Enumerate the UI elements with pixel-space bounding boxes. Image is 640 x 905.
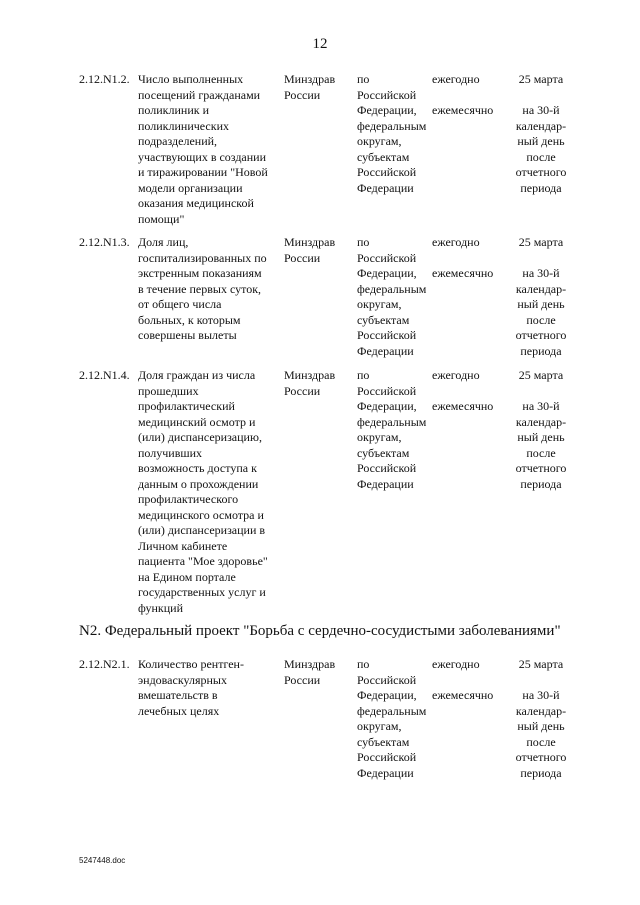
level-line: федеральным (357, 281, 427, 296)
frequency-annual: ежегодно (432, 72, 480, 86)
name-line: совершены вылеты (138, 328, 237, 342)
footer-docname: 5247448.doc (79, 856, 126, 865)
name-line: лечебных целях (138, 703, 220, 718)
deadline-line: ный день (517, 297, 565, 311)
level-line: Федерации, (357, 399, 417, 413)
indicator-code: 2.12.N1.4. (79, 368, 130, 382)
deadline-annual: 25 марта (518, 72, 564, 86)
name-line: вмешательств в (138, 688, 218, 702)
level-line: по (357, 657, 370, 671)
level-line: Федерации (357, 180, 414, 195)
frequency-monthly: ежемесячно (432, 688, 494, 702)
name-line: помощи" (138, 211, 185, 226)
deadline-line: ный день (517, 134, 565, 148)
name-line: медицинского осмотра и (138, 507, 264, 522)
level-line: субъектам (357, 312, 410, 327)
level-line: федеральным (357, 703, 427, 718)
frequency-annual: ежегодно (432, 235, 480, 249)
name-line: медицинский осмотр и (138, 414, 256, 429)
name-line: Число выполненных (138, 72, 244, 86)
level-line: Федерации (357, 765, 414, 780)
level-line: по (357, 368, 370, 382)
level-line: Федерации, (357, 688, 417, 702)
deadline-line: календар- (515, 281, 567, 296)
deadline-line: отчетного (515, 461, 567, 475)
level-line: Федерации, (357, 103, 417, 117)
level-line: Федерации (357, 476, 414, 491)
frequency (432, 657, 493, 704)
frequency (432, 368, 493, 415)
deadline-line: отчетного (515, 165, 567, 179)
level-line: Российской (357, 383, 417, 398)
deadline-annual: 25 марта (518, 235, 564, 249)
agency-line: России (284, 383, 321, 398)
responsible-agency (284, 235, 335, 266)
name-line: Доля граждан из числа (138, 368, 256, 382)
name-line: данным о прохождении (138, 476, 259, 491)
indicator-name (138, 235, 267, 344)
agency-line: России (284, 87, 321, 102)
deadline (510, 657, 572, 781)
level-line: субъектам (357, 149, 410, 164)
deadline-line: на 30-й (522, 399, 560, 413)
name-line: возможность доступа к (138, 461, 257, 475)
frequency (432, 235, 493, 282)
deadline-line: на 30-й (522, 103, 560, 117)
name-line: участвующих в создании (138, 149, 267, 164)
agency-line: Минздрав (284, 72, 336, 86)
level-line: федеральным (357, 414, 427, 429)
level-line: по (357, 72, 370, 86)
name-line: эндоваскулярных (138, 672, 227, 687)
name-line: (или) диспансеризации в (138, 523, 266, 537)
deadline-line: после (526, 149, 556, 164)
name-line: государственных услуг и (138, 585, 266, 599)
name-line: экстренным показаниям (138, 266, 262, 280)
deadline (510, 72, 572, 196)
deadline-annual: 25 марта (518, 657, 564, 671)
responsible-agency (284, 72, 335, 103)
agency-line: Минздрав (284, 368, 336, 382)
deadline-line: периода (520, 343, 562, 358)
indicator-name (138, 657, 244, 719)
name-line: Личном кабинете (138, 538, 228, 553)
deadline-line: на 30-й (522, 688, 560, 702)
name-line: поликлиник и (138, 103, 210, 117)
name-line: и тиражировании "Новой (138, 165, 268, 179)
name-line: в течение первых суток, (138, 281, 262, 296)
reporting-level (357, 235, 426, 359)
name-line: профилактического (138, 492, 239, 506)
level-line: округам, (357, 297, 402, 311)
deadline-line: периода (520, 765, 562, 780)
level-line: Федерации, (357, 266, 417, 280)
indicator-code: 2.12.N2.1. (79, 657, 130, 671)
name-line: на Едином портале (138, 569, 236, 584)
name-line: профилактический (138, 399, 235, 413)
page-number: 12 (312, 36, 328, 52)
deadline-annual: 25 марта (518, 368, 564, 382)
deadline-line: периода (520, 476, 562, 491)
frequency (432, 72, 493, 119)
level-line: Российской (357, 165, 417, 179)
deadline-line: отчетного (515, 328, 567, 342)
level-line: Российской (357, 750, 417, 764)
deadline-line: периода (520, 180, 562, 195)
deadline-line: календар- (515, 414, 567, 429)
frequency-annual: ежегодно (432, 368, 480, 382)
name-line: больных, к которым (138, 312, 241, 327)
section-title: N2. Федеральный проект "Борьба с сердечно-сосудистыми заболеваниями" (79, 623, 561, 639)
level-line: федеральным (357, 118, 427, 133)
level-line: по (357, 235, 370, 249)
name-line: Количество рентген- (138, 657, 244, 671)
name-line: госпитализированных по (138, 250, 267, 265)
level-line: субъектам (357, 445, 410, 460)
deadline-line: ный день (517, 430, 565, 444)
deadline (510, 235, 572, 359)
agency-line: России (284, 672, 321, 687)
level-line: субъектам (357, 734, 410, 749)
name-line: получивших (138, 445, 203, 460)
name-line: оказания медицинской (138, 196, 254, 210)
name-line: функций (138, 600, 183, 615)
indicator-name (138, 368, 268, 616)
frequency-monthly: ежемесячно (432, 266, 494, 280)
level-line: округам, (357, 430, 402, 444)
name-line: пациента "Мое здоровье" (138, 554, 268, 568)
level-line: Российской (357, 461, 417, 475)
level-line: Федерации (357, 343, 414, 358)
deadline-line: после (526, 734, 556, 749)
name-line: прошедших (138, 383, 199, 398)
deadline-line: ный день (517, 719, 565, 733)
level-line: Российской (357, 328, 417, 342)
indicator-code: 2.12.N1.3. (79, 235, 130, 249)
level-line: Российской (357, 672, 417, 687)
deadline-line: отчетного (515, 750, 567, 764)
agency-line: России (284, 250, 321, 265)
reporting-level (357, 657, 426, 781)
name-line: поликлинических (138, 118, 229, 133)
agency-line: Минздрав (284, 235, 336, 249)
responsible-agency (284, 657, 335, 688)
frequency-monthly: ежемесячно (432, 103, 494, 117)
level-line: Российской (357, 87, 417, 102)
name-line: (или) диспансеризацию, (138, 430, 262, 444)
agency-line: Минздрав (284, 657, 336, 671)
name-line: посещений гражданами (138, 87, 261, 102)
deadline-line: на 30-й (522, 266, 560, 280)
deadline-line: после (526, 445, 556, 460)
level-line: Российской (357, 250, 417, 265)
deadline (510, 368, 572, 492)
indicator-name (138, 72, 268, 227)
name-line: подразделений, (138, 134, 218, 148)
indicator-code: 2.12.N1.2. (79, 72, 130, 86)
deadline-line: после (526, 312, 556, 327)
name-line: от общего числа (138, 297, 222, 311)
deadline-line: календар- (515, 118, 567, 133)
responsible-agency (284, 368, 335, 399)
frequency-monthly: ежемесячно (432, 399, 494, 413)
name-line: Доля лиц, (138, 235, 189, 249)
frequency-annual: ежегодно (432, 657, 480, 671)
level-line: округам, (357, 134, 402, 148)
reporting-level (357, 72, 426, 196)
deadline-line: календар- (515, 703, 567, 718)
name-line: модели организации (138, 180, 243, 195)
reporting-level (357, 368, 426, 492)
level-line: округам, (357, 719, 402, 733)
